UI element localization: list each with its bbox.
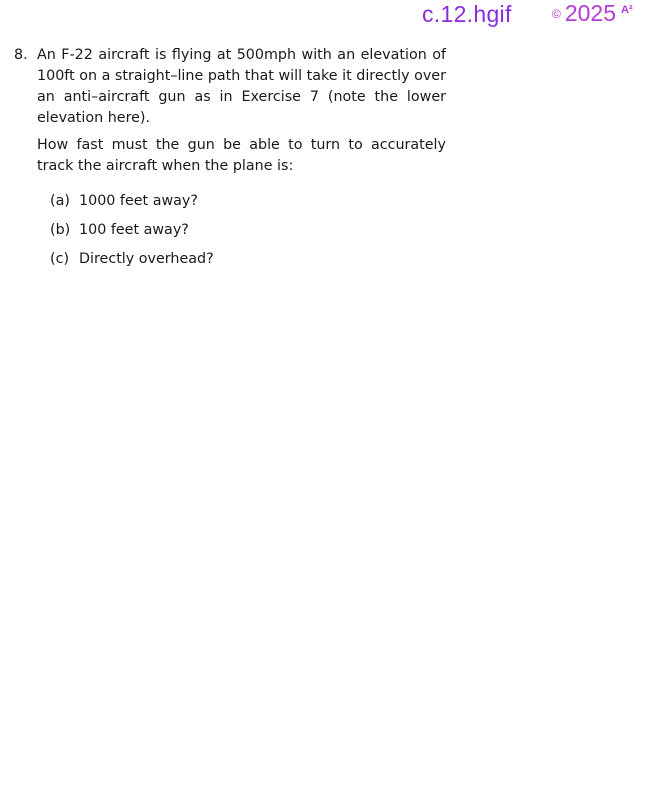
part-text: 1000 feet away?: [79, 193, 198, 209]
part-label: (a): [50, 193, 70, 209]
problem-part-a: [50, 191, 446, 212]
brand-mark: A²: [621, 4, 633, 16]
problem-body: [37, 45, 446, 270]
problem-parts: [50, 191, 446, 270]
part-text: Directly overhead?: [79, 251, 214, 267]
part-text: 100 feet away?: [79, 222, 189, 238]
problem-number: 8.: [14, 47, 28, 63]
problem-question: How fast must the gun be able to turn to accurately track the aircraft when the plane is:: [37, 137, 446, 174]
problem-part-b: [50, 220, 446, 241]
copyright-year: 2025: [564, 0, 617, 26]
copyright-icon: ©: [552, 7, 561, 21]
problem-statement: An F-22 aircraft is flying at 500mph with an elevation of 100ft on a straight–line path that will take it directly over an anti–aircraft gun as in Exercise 7 (note the lower elevation here).: [37, 47, 446, 126]
page-header: [0, 0, 650, 30]
problem-part-c: [50, 249, 446, 270]
file-label: c.12.hgif: [422, 1, 512, 27]
part-label: (c): [50, 251, 70, 267]
copyright-notice: [552, 0, 633, 27]
part-label: (b): [50, 222, 71, 238]
problem-8: [14, 45, 446, 278]
